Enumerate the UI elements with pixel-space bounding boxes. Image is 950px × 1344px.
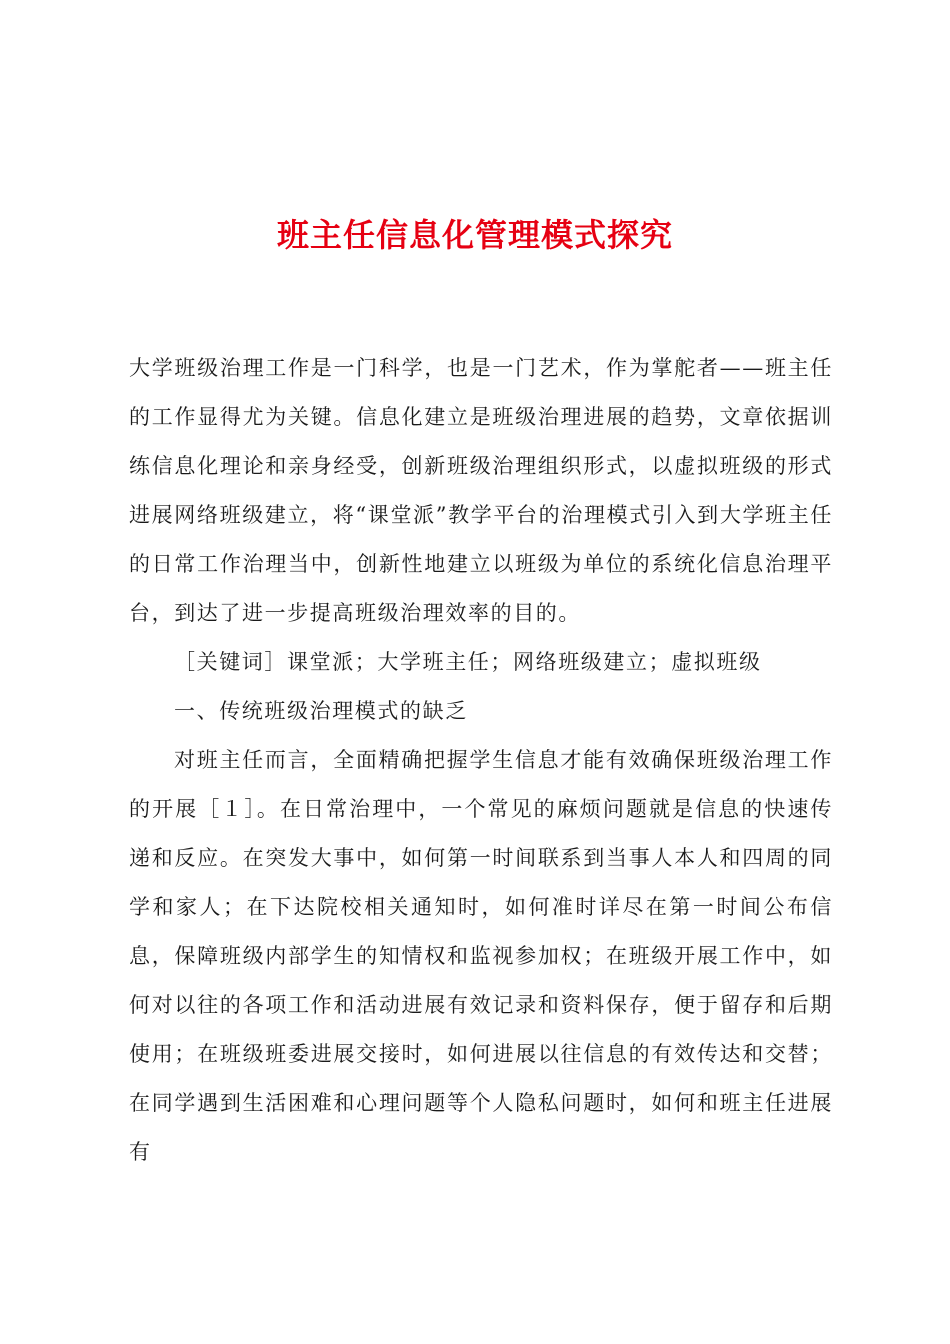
abstract-paragraph: 大学班级治理工作是一门科学，也是一门艺术，作为掌舵者——班主任的工作显得尤为关键。信息化建立是班级治理进展的趋势，文章依据训练信息化理论和亲身经受，创新班级治理组织形式，以虚拟班级的形式进展网络班级建立，将“课堂派”教学平台的治理模式引入到大学班主任的日常工作治理当中，创新性地建立以班级为单位的系统化信息治理平台，到达了进一步提高班级治理效率的目的。 <box>129 356 833 625</box>
document-body <box>129 344 833 1177</box>
keywords-line: ［关键词］课堂派；大学班主任；网络班级建立；虚拟班级 <box>174 650 762 674</box>
body-paragraph: 对班主任而言，全面精确把握学生信息才能有效确保班级治理工作的开展［１］。在日常治理中，一个常见的麻烦问题就是信息的快速传递和反应。在突发大事中，如何第一时间联系到当事人本人和四周的同学和家人；在下达院校相关通知时，如何准时详尽在第一时间公布信息，保障班级内部学生的知情权和监视参加权；在班级开展工作中，如何对以往的各项工作和活动进展有效记录和资料保存，便于留存和后期使用；在班级班委进展交接时，如何进展以往信息的有效传达和交替；在同学遇到生活困难和心理问题等个人隐私问题时，如何和班主任进展有 <box>129 748 833 1164</box>
document-title: 班主任信息化管理模式探究 <box>276 216 673 254</box>
section-heading: 一、传统班级治理模式的缺乏 <box>174 699 468 723</box>
